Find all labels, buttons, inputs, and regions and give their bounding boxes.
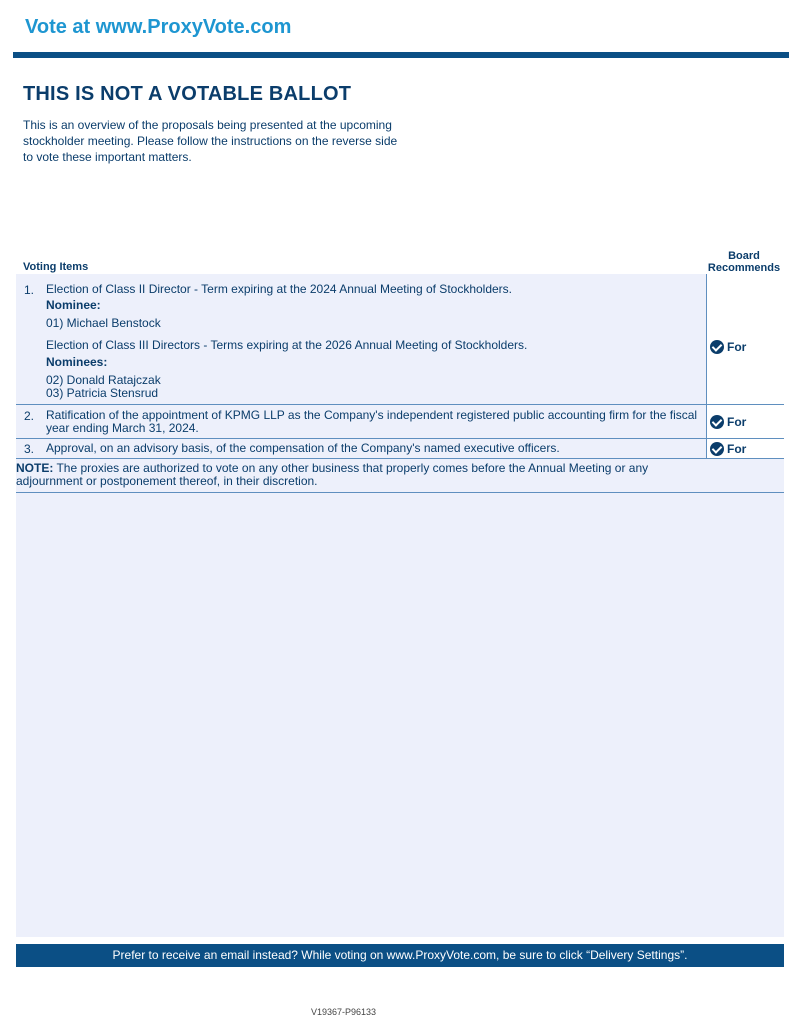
board-recommendation [710,340,746,354]
item-number: 3. [24,442,35,456]
board-recommendation [710,415,746,429]
nominee-label: Nominee: [46,298,101,312]
voting-item-row [16,405,784,439]
nominee-label: Nominees: [46,355,108,369]
voting-items-table [16,274,784,937]
note-label: NOTE: [16,461,54,475]
recommendation-label: For [727,415,747,429]
page-title: THIS IS NOT A VOTABLE BALLOT [23,83,352,105]
board-header-line1: Board [728,250,760,262]
item-text: Approval, on an advisory basis, of the compensation of the Company's named executive officers. [46,441,560,455]
check-circle-icon [710,442,724,456]
note-body: The proxies are authorized to vote on any other business that properly comes before the Annual Meeting or any adjournment or postponement thereof, in their discretion. [16,461,649,488]
item-number: 2. [24,409,35,423]
intro-text: This is an overview of the proposals being presented at the upcoming stockholder meeting. Please follow the instructions on the reverse side to vote these important matters. [23,118,398,164]
note-text [16,462,716,488]
voting-item-row [16,439,784,459]
check-circle-icon [710,340,724,354]
check-circle-icon [710,415,724,429]
recommendation-label: For [727,442,747,456]
delivery-settings-banner: Prefer to receive an email instead? While voting on www.ProxyVote.com, be sure to click “Delivery Settings”. [16,944,784,967]
board-recommends-header [704,250,784,274]
header-divider [13,52,789,58]
document-code: V19367-P96133 [311,1007,377,1017]
note-row [16,459,784,493]
board-recommendation [710,442,746,456]
recommendation-label: For [727,340,747,354]
board-header-line2: Recommends [707,262,781,274]
item-text: Election of Class III Directors - Terms expiring at the 2026 Annual Meeting of Stockholders. [46,338,528,352]
nominee-name: 01) Michael Benstock [46,316,161,330]
item-text: Ratification of the appointment of KPMG LLP as the Company's independent registered public accounting firm for the fiscal year ending March 31, 2024. [46,408,698,435]
proxyvote-link[interactable]: Vote at www.ProxyVote.com [25,16,292,38]
voting-items-header: Voting Items [23,261,89,273]
item-number: 1. [24,283,35,297]
voting-item-row [16,274,784,405]
nominee-name: 02) Donald Ratajczak [46,373,161,387]
item-text: Election of Class II Director - Term expiring at the 2024 Annual Meeting of Stockholders. [46,282,513,296]
nominee-name: 03) Patricia Stensrud [46,386,159,400]
